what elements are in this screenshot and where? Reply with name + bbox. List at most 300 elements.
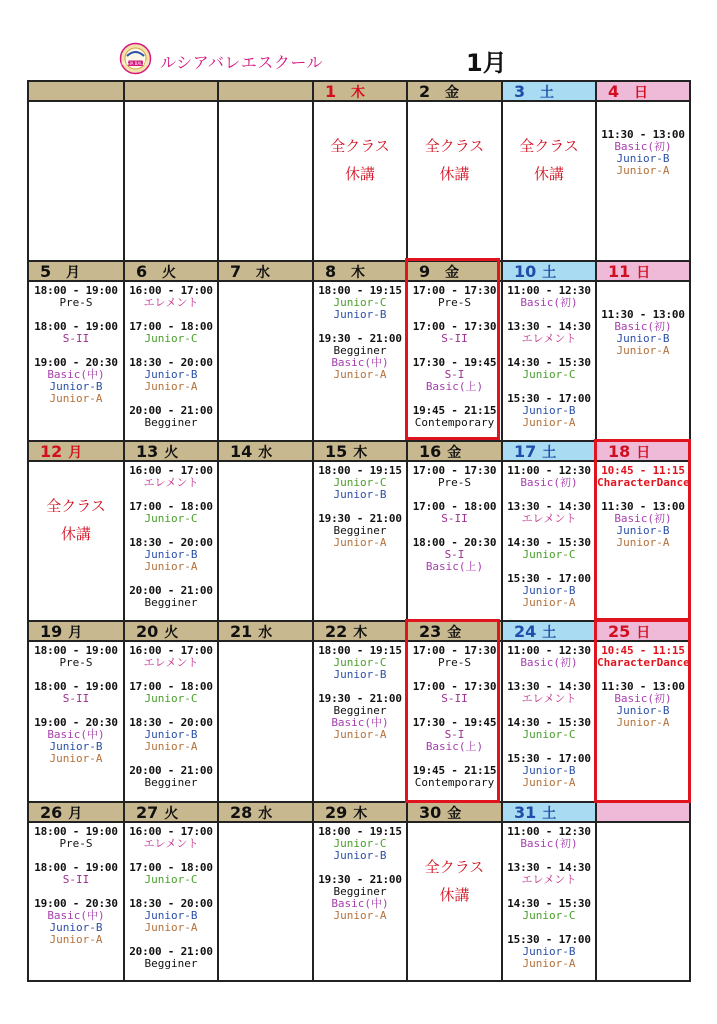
- class-entry[interactable]: [125, 681, 217, 705]
- closed-notice-line: 全クラス: [424, 858, 485, 876]
- closed-notice: [408, 132, 501, 188]
- day-schedule: [125, 823, 217, 980]
- class-name: Begginer: [333, 885, 387, 898]
- class-time: 17:00 - 17:30: [412, 284, 497, 297]
- closed-notice-line: 全クラス: [46, 497, 106, 515]
- closed-notice-line: 休講: [533, 165, 564, 183]
- class-time: 16:00 - 17:00: [129, 825, 213, 838]
- day-schedule: [503, 282, 595, 440]
- class-name: Basic(初): [520, 656, 578, 669]
- day-header: [219, 82, 312, 102]
- day-schedule: [125, 282, 217, 440]
- class-entry[interactable]: [29, 645, 123, 669]
- weekday-label: 水: [258, 625, 273, 641]
- weekday-label: 木: [353, 806, 368, 822]
- class-time: 18:30 - 20:00: [129, 897, 213, 910]
- day-cell[interactable]: [29, 82, 123, 260]
- class-name: Basic(初): [520, 837, 578, 850]
- day-cell[interactable]: [595, 82, 689, 260]
- day-cell[interactable]: [501, 82, 595, 260]
- class-time: 18:00 - 19:00: [34, 320, 118, 333]
- day-schedule: [597, 823, 689, 980]
- class-time: 18:00 - 19:15: [318, 464, 402, 477]
- day-schedule: [125, 462, 217, 620]
- class-list: [125, 642, 217, 789]
- day-cell[interactable]: [406, 442, 501, 620]
- class-entry[interactable]: [503, 573, 595, 609]
- day-header: [314, 82, 406, 102]
- class-name: Basic(初): [614, 512, 672, 525]
- class-time: 14:30 - 15:30: [507, 897, 591, 910]
- class-entry[interactable]: [408, 537, 501, 573]
- class-time: 10:45 - 11:15: [601, 644, 685, 657]
- class-time: 17:00 - 17:30: [412, 464, 497, 477]
- day-cell[interactable]: [123, 803, 217, 980]
- day-header: [408, 82, 501, 102]
- class-entry[interactable]: [125, 826, 217, 850]
- class-entry[interactable]: [503, 393, 595, 429]
- class-name: Junior-A: [616, 164, 670, 177]
- class-name: Junior-A: [522, 596, 576, 609]
- day-number: 19: [40, 622, 63, 641]
- day-header: [503, 622, 595, 642]
- weekday-label: 月: [68, 806, 83, 822]
- day-number: 28: [230, 803, 253, 822]
- class-entry[interactable]: [125, 465, 217, 489]
- class-entry[interactable]: [314, 826, 406, 862]
- class-name: エレメント: [143, 296, 199, 309]
- day-cell[interactable]: [312, 262, 406, 440]
- weekday-label: 日: [636, 265, 651, 281]
- class-time: 15:30 - 17:00: [507, 752, 591, 765]
- class-entry[interactable]: [125, 285, 217, 309]
- class-name: Begginer: [333, 704, 387, 717]
- day-schedule: [125, 102, 217, 260]
- closed-notice-line: 休講: [60, 525, 91, 543]
- class-list: [29, 282, 123, 405]
- day-schedule: [314, 282, 406, 440]
- day-schedule: [29, 102, 123, 260]
- class-entry[interactable]: [408, 405, 501, 429]
- class-name: Junior-A: [49, 933, 103, 946]
- class-entry[interactable]: [125, 321, 217, 345]
- class-name: S-I: [444, 368, 465, 381]
- class-entry[interactable]: [29, 826, 123, 850]
- class-time: 11:30 - 13:00: [601, 128, 685, 141]
- class-time: 19:45 - 21:15: [412, 404, 497, 417]
- class-name: S-I: [444, 548, 465, 561]
- class-entry[interactable]: [408, 357, 501, 393]
- class-name: Junior-A: [522, 957, 576, 970]
- class-name: Basic(初): [614, 320, 672, 333]
- day-header: [503, 262, 595, 282]
- class-time: 18:00 - 20:30: [412, 536, 497, 549]
- class-name: Junior-A: [522, 776, 576, 789]
- day-cell[interactable]: [501, 262, 595, 440]
- class-name: Junior-B: [333, 668, 387, 681]
- class-time: 20:00 - 21:00: [129, 404, 213, 417]
- class-entry[interactable]: [314, 513, 406, 549]
- class-name: S-II: [441, 332, 468, 345]
- day-header: [597, 622, 689, 642]
- class-name: Pre-S: [437, 476, 472, 489]
- class-time: 15:30 - 17:00: [507, 392, 591, 405]
- class-name: エレメント: [143, 656, 199, 669]
- day-cell[interactable]: [217, 622, 312, 801]
- class-time: 14:30 - 15:30: [507, 356, 591, 369]
- class-entry[interactable]: [29, 898, 123, 946]
- weekday-label: 水: [258, 445, 273, 461]
- closed-notice-line: 全クラス: [519, 137, 579, 155]
- class-name: Junior-A: [144, 380, 198, 393]
- class-time: 13:30 - 14:30: [507, 500, 591, 513]
- class-list: [125, 823, 217, 970]
- day-header: [125, 262, 217, 282]
- day-cell[interactable]: [406, 82, 501, 260]
- class-name: Junior-C: [333, 476, 387, 489]
- day-schedule: [408, 282, 501, 440]
- class-name: Junior-B: [49, 740, 103, 753]
- class-time: 17:00 - 18:00: [129, 680, 213, 693]
- day-cell[interactable]: [29, 622, 123, 801]
- class-entry[interactable]: [29, 717, 123, 765]
- day-number: 22: [325, 622, 348, 641]
- weekday-label: 木: [353, 445, 368, 461]
- weekday-label: 日: [636, 445, 651, 461]
- class-name: Basic(初): [520, 296, 578, 309]
- day-cell[interactable]: [29, 262, 123, 440]
- class-entry[interactable]: [597, 309, 689, 357]
- day-cell[interactable]: [595, 262, 689, 440]
- class-entry[interactable]: [503, 501, 595, 525]
- weekday-label: 火: [164, 806, 179, 822]
- class-name: エレメント: [521, 512, 577, 525]
- class-time: 20:00 - 21:00: [129, 584, 213, 597]
- class-name: Basic(初): [614, 692, 672, 705]
- class-name: Junior-C: [522, 548, 576, 561]
- day-header: [314, 803, 406, 823]
- class-entry[interactable]: [314, 333, 406, 381]
- class-name: Junior-B: [333, 849, 387, 862]
- class-name: エレメント: [521, 873, 577, 886]
- class-list: [408, 642, 501, 789]
- class-name: S-II: [62, 873, 90, 886]
- class-name: Junior-A: [522, 416, 576, 429]
- class-name: Pre-S: [59, 837, 93, 850]
- class-entry[interactable]: [125, 357, 217, 393]
- class-name: Junior-B: [522, 764, 576, 777]
- class-entry[interactable]: [503, 645, 595, 669]
- class-name: Pre-S: [59, 296, 93, 309]
- class-entry[interactable]: [503, 357, 595, 381]
- class-list: [597, 462, 689, 549]
- class-entry[interactable]: [125, 405, 217, 429]
- class-entry[interactable]: [125, 501, 217, 525]
- class-name: Junior-A: [144, 740, 198, 753]
- day-header: [503, 803, 595, 823]
- class-name: S-II: [441, 692, 468, 705]
- class-entry[interactable]: [408, 645, 501, 669]
- day-cell[interactable]: [501, 442, 595, 620]
- class-name: Junior-C: [333, 656, 387, 669]
- day-number: 8: [325, 262, 337, 281]
- weekday-label: 金: [447, 625, 462, 641]
- class-name: Basic(上): [425, 380, 484, 393]
- class-entry[interactable]: [408, 717, 501, 753]
- calendar-week: [29, 440, 689, 620]
- month-title: 1月: [466, 49, 507, 77]
- class-entry[interactable]: [503, 285, 595, 309]
- class-entry[interactable]: [314, 645, 406, 681]
- day-cell[interactable]: [595, 442, 689, 620]
- day-cell[interactable]: [217, 803, 312, 980]
- class-entry[interactable]: [314, 693, 406, 741]
- class-entry[interactable]: [408, 765, 501, 789]
- class-entry[interactable]: [503, 826, 595, 850]
- class-entry[interactable]: [597, 465, 689, 489]
- class-name: Junior-A: [144, 560, 198, 573]
- class-entry[interactable]: [125, 898, 217, 934]
- class-name: S-II: [62, 332, 90, 345]
- class-entry[interactable]: [597, 645, 689, 669]
- weekday-label: 火: [164, 445, 179, 461]
- weekday-label: 水: [258, 806, 273, 822]
- class-entry[interactable]: [29, 681, 123, 705]
- day-number: 7: [230, 262, 242, 281]
- day-cell[interactable]: [595, 622, 689, 801]
- class-list: [503, 462, 595, 609]
- class-entry[interactable]: [314, 465, 406, 501]
- class-name: Begginer: [333, 524, 387, 537]
- day-schedule: [29, 642, 123, 801]
- day-cell[interactable]: [406, 622, 501, 801]
- class-list: [408, 282, 501, 429]
- day-cell[interactable]: [123, 622, 217, 801]
- class-entry[interactable]: [597, 681, 689, 729]
- class-entry[interactable]: [408, 681, 501, 705]
- class-entry[interactable]: [125, 946, 217, 970]
- class-name: Junior-A: [333, 909, 387, 922]
- class-name: Begginer: [144, 776, 198, 789]
- day-number: 11: [608, 262, 631, 281]
- class-entry[interactable]: [125, 585, 217, 609]
- day-header: [219, 262, 312, 282]
- day-cell[interactable]: [312, 82, 406, 260]
- day-cell[interactable]: [312, 803, 406, 980]
- class-name: Contemporary: [414, 416, 495, 429]
- day-cell[interactable]: [406, 803, 501, 980]
- day-cell[interactable]: [595, 803, 689, 980]
- closed-notice-line: 休講: [439, 165, 470, 183]
- class-name: Pre-S: [437, 656, 472, 669]
- weekday-label: 木: [353, 625, 368, 641]
- day-schedule: [314, 823, 406, 980]
- day-cell[interactable]: [123, 262, 217, 440]
- class-time: 18:30 - 20:00: [129, 716, 213, 729]
- class-time: 18:30 - 20:00: [129, 356, 213, 369]
- class-time: 17:30 - 19:45: [412, 356, 497, 369]
- class-time: 17:00 - 17:30: [412, 644, 497, 657]
- day-number: 24: [514, 622, 537, 641]
- day-number: 27: [136, 803, 159, 822]
- class-time: 15:30 - 17:00: [507, 572, 591, 585]
- class-entry[interactable]: [408, 465, 501, 489]
- class-entry[interactable]: [29, 357, 123, 405]
- class-time: 18:00 - 19:15: [318, 644, 402, 657]
- class-entry[interactable]: [125, 717, 217, 753]
- day-cell[interactable]: [29, 442, 123, 620]
- class-time: 19:30 - 21:00: [318, 873, 402, 886]
- class-name: Junior-B: [144, 728, 198, 741]
- day-header: [29, 262, 123, 282]
- class-time: 19:00 - 20:30: [34, 356, 118, 369]
- class-entry[interactable]: [597, 501, 689, 549]
- day-schedule: [597, 282, 689, 440]
- class-name: Contemporary: [414, 776, 495, 789]
- class-entry[interactable]: [503, 898, 595, 922]
- day-number: 20: [136, 622, 159, 641]
- weekday-label: 木: [351, 85, 365, 101]
- class-entry[interactable]: [503, 681, 595, 705]
- class-name: Junior-A: [333, 536, 387, 549]
- weekday-label: 金: [447, 806, 462, 822]
- class-name: エレメント: [143, 837, 199, 850]
- class-entry[interactable]: [29, 321, 123, 345]
- class-time: 14:30 - 15:30: [507, 716, 591, 729]
- class-entry[interactable]: [503, 717, 595, 741]
- day-cell[interactable]: [406, 262, 501, 440]
- class-entry[interactable]: [125, 645, 217, 669]
- class-name: S-I: [444, 728, 465, 741]
- class-list: [597, 102, 689, 177]
- class-time: 13:30 - 14:30: [507, 861, 591, 874]
- day-number: 3: [514, 82, 526, 101]
- class-time: 18:00 - 19:00: [34, 680, 118, 693]
- class-time: 11:30 - 13:00: [601, 680, 685, 693]
- day-cell[interactable]: [312, 442, 406, 620]
- class-entry[interactable]: [314, 874, 406, 922]
- weekday-label: 金: [445, 85, 459, 101]
- class-list: [125, 282, 217, 429]
- class-entry[interactable]: [503, 537, 595, 561]
- day-schedule: [219, 282, 312, 440]
- class-list: [314, 823, 406, 922]
- class-entry[interactable]: [503, 321, 595, 345]
- day-cell[interactable]: [217, 262, 312, 440]
- class-entry[interactable]: [408, 501, 501, 525]
- day-cell[interactable]: [217, 442, 312, 620]
- class-time: 19:30 - 21:00: [318, 512, 402, 525]
- class-entry[interactable]: [125, 537, 217, 573]
- class-name: Begginer: [144, 416, 198, 429]
- school-logo-icon: [119, 42, 152, 75]
- class-entry[interactable]: [503, 465, 595, 489]
- class-list: [314, 282, 406, 381]
- weekday-label: 水: [256, 265, 270, 281]
- class-entry[interactable]: [29, 862, 123, 886]
- class-entry[interactable]: [29, 285, 123, 309]
- weekday-label: 土: [540, 85, 554, 101]
- class-time: 18:00 - 19:00: [34, 861, 118, 874]
- class-name: Junior-B: [144, 548, 198, 561]
- closed-notice: [29, 492, 123, 548]
- day-cell[interactable]: [501, 622, 595, 801]
- day-header: [125, 442, 217, 462]
- day-number: 15: [325, 442, 348, 461]
- day-cell[interactable]: [123, 82, 217, 260]
- class-name: Junior-A: [616, 536, 670, 549]
- class-time: 17:00 - 18:00: [412, 500, 497, 513]
- class-time: 18:00 - 19:00: [34, 644, 118, 657]
- weekday-label: 土: [542, 445, 557, 461]
- class-time: 19:45 - 21:15: [412, 764, 497, 777]
- class-name: Begginer: [333, 344, 387, 357]
- class-time: 16:00 - 17:00: [129, 284, 213, 297]
- class-name: Junior-A: [616, 344, 670, 357]
- day-header: [408, 262, 501, 282]
- day-schedule: [408, 102, 501, 260]
- day-header: [503, 442, 595, 462]
- day-cell[interactable]: [123, 442, 217, 620]
- day-cell[interactable]: [29, 803, 123, 980]
- class-name: Junior-B: [333, 308, 387, 321]
- class-name: Junior-C: [522, 909, 576, 922]
- closed-notice-line: 全クラス: [330, 137, 390, 155]
- class-time: 11:00 - 12:30: [507, 825, 591, 838]
- day-schedule: [219, 102, 312, 260]
- class-entry[interactable]: [503, 934, 595, 970]
- day-cell[interactable]: [217, 82, 312, 260]
- day-header: [314, 442, 406, 462]
- class-entry[interactable]: [125, 862, 217, 886]
- class-entry[interactable]: [408, 321, 501, 345]
- day-cell[interactable]: [312, 622, 406, 801]
- class-entry[interactable]: [503, 862, 595, 886]
- class-list: [597, 642, 689, 729]
- class-entry[interactable]: [314, 285, 406, 321]
- day-header: [29, 82, 123, 102]
- closed-notice-line: 全クラス: [424, 137, 485, 155]
- day-cell[interactable]: [501, 803, 595, 980]
- class-name: Basic(初): [614, 140, 672, 153]
- class-name: Basic(上): [425, 560, 484, 573]
- class-entry[interactable]: [503, 753, 595, 789]
- day-schedule: [314, 462, 406, 620]
- day-number: 17: [514, 442, 537, 461]
- class-time: 19:00 - 20:30: [34, 897, 118, 910]
- day-schedule: [503, 642, 595, 801]
- class-time: 18:00 - 19:00: [34, 284, 118, 297]
- class-time: 19:30 - 21:00: [318, 332, 402, 345]
- class-list: [314, 462, 406, 549]
- class-name: Pre-S: [437, 296, 472, 309]
- class-time: 18:00 - 19:15: [318, 284, 402, 297]
- class-list: [29, 823, 123, 946]
- class-time: 20:00 - 21:00: [129, 764, 213, 777]
- class-name: Basic(中): [47, 728, 105, 741]
- class-entry[interactable]: [597, 129, 689, 177]
- day-header: [29, 622, 123, 642]
- day-header: [597, 82, 689, 102]
- day-header: [219, 622, 312, 642]
- day-number: 21: [230, 622, 253, 641]
- class-entry[interactable]: [408, 285, 501, 309]
- class-name: Junior-B: [144, 909, 198, 922]
- class-time: 18:30 - 20:00: [129, 536, 213, 549]
- class-entry[interactable]: [125, 765, 217, 789]
- weekday-label: 金: [447, 445, 462, 461]
- class-list: [125, 462, 217, 609]
